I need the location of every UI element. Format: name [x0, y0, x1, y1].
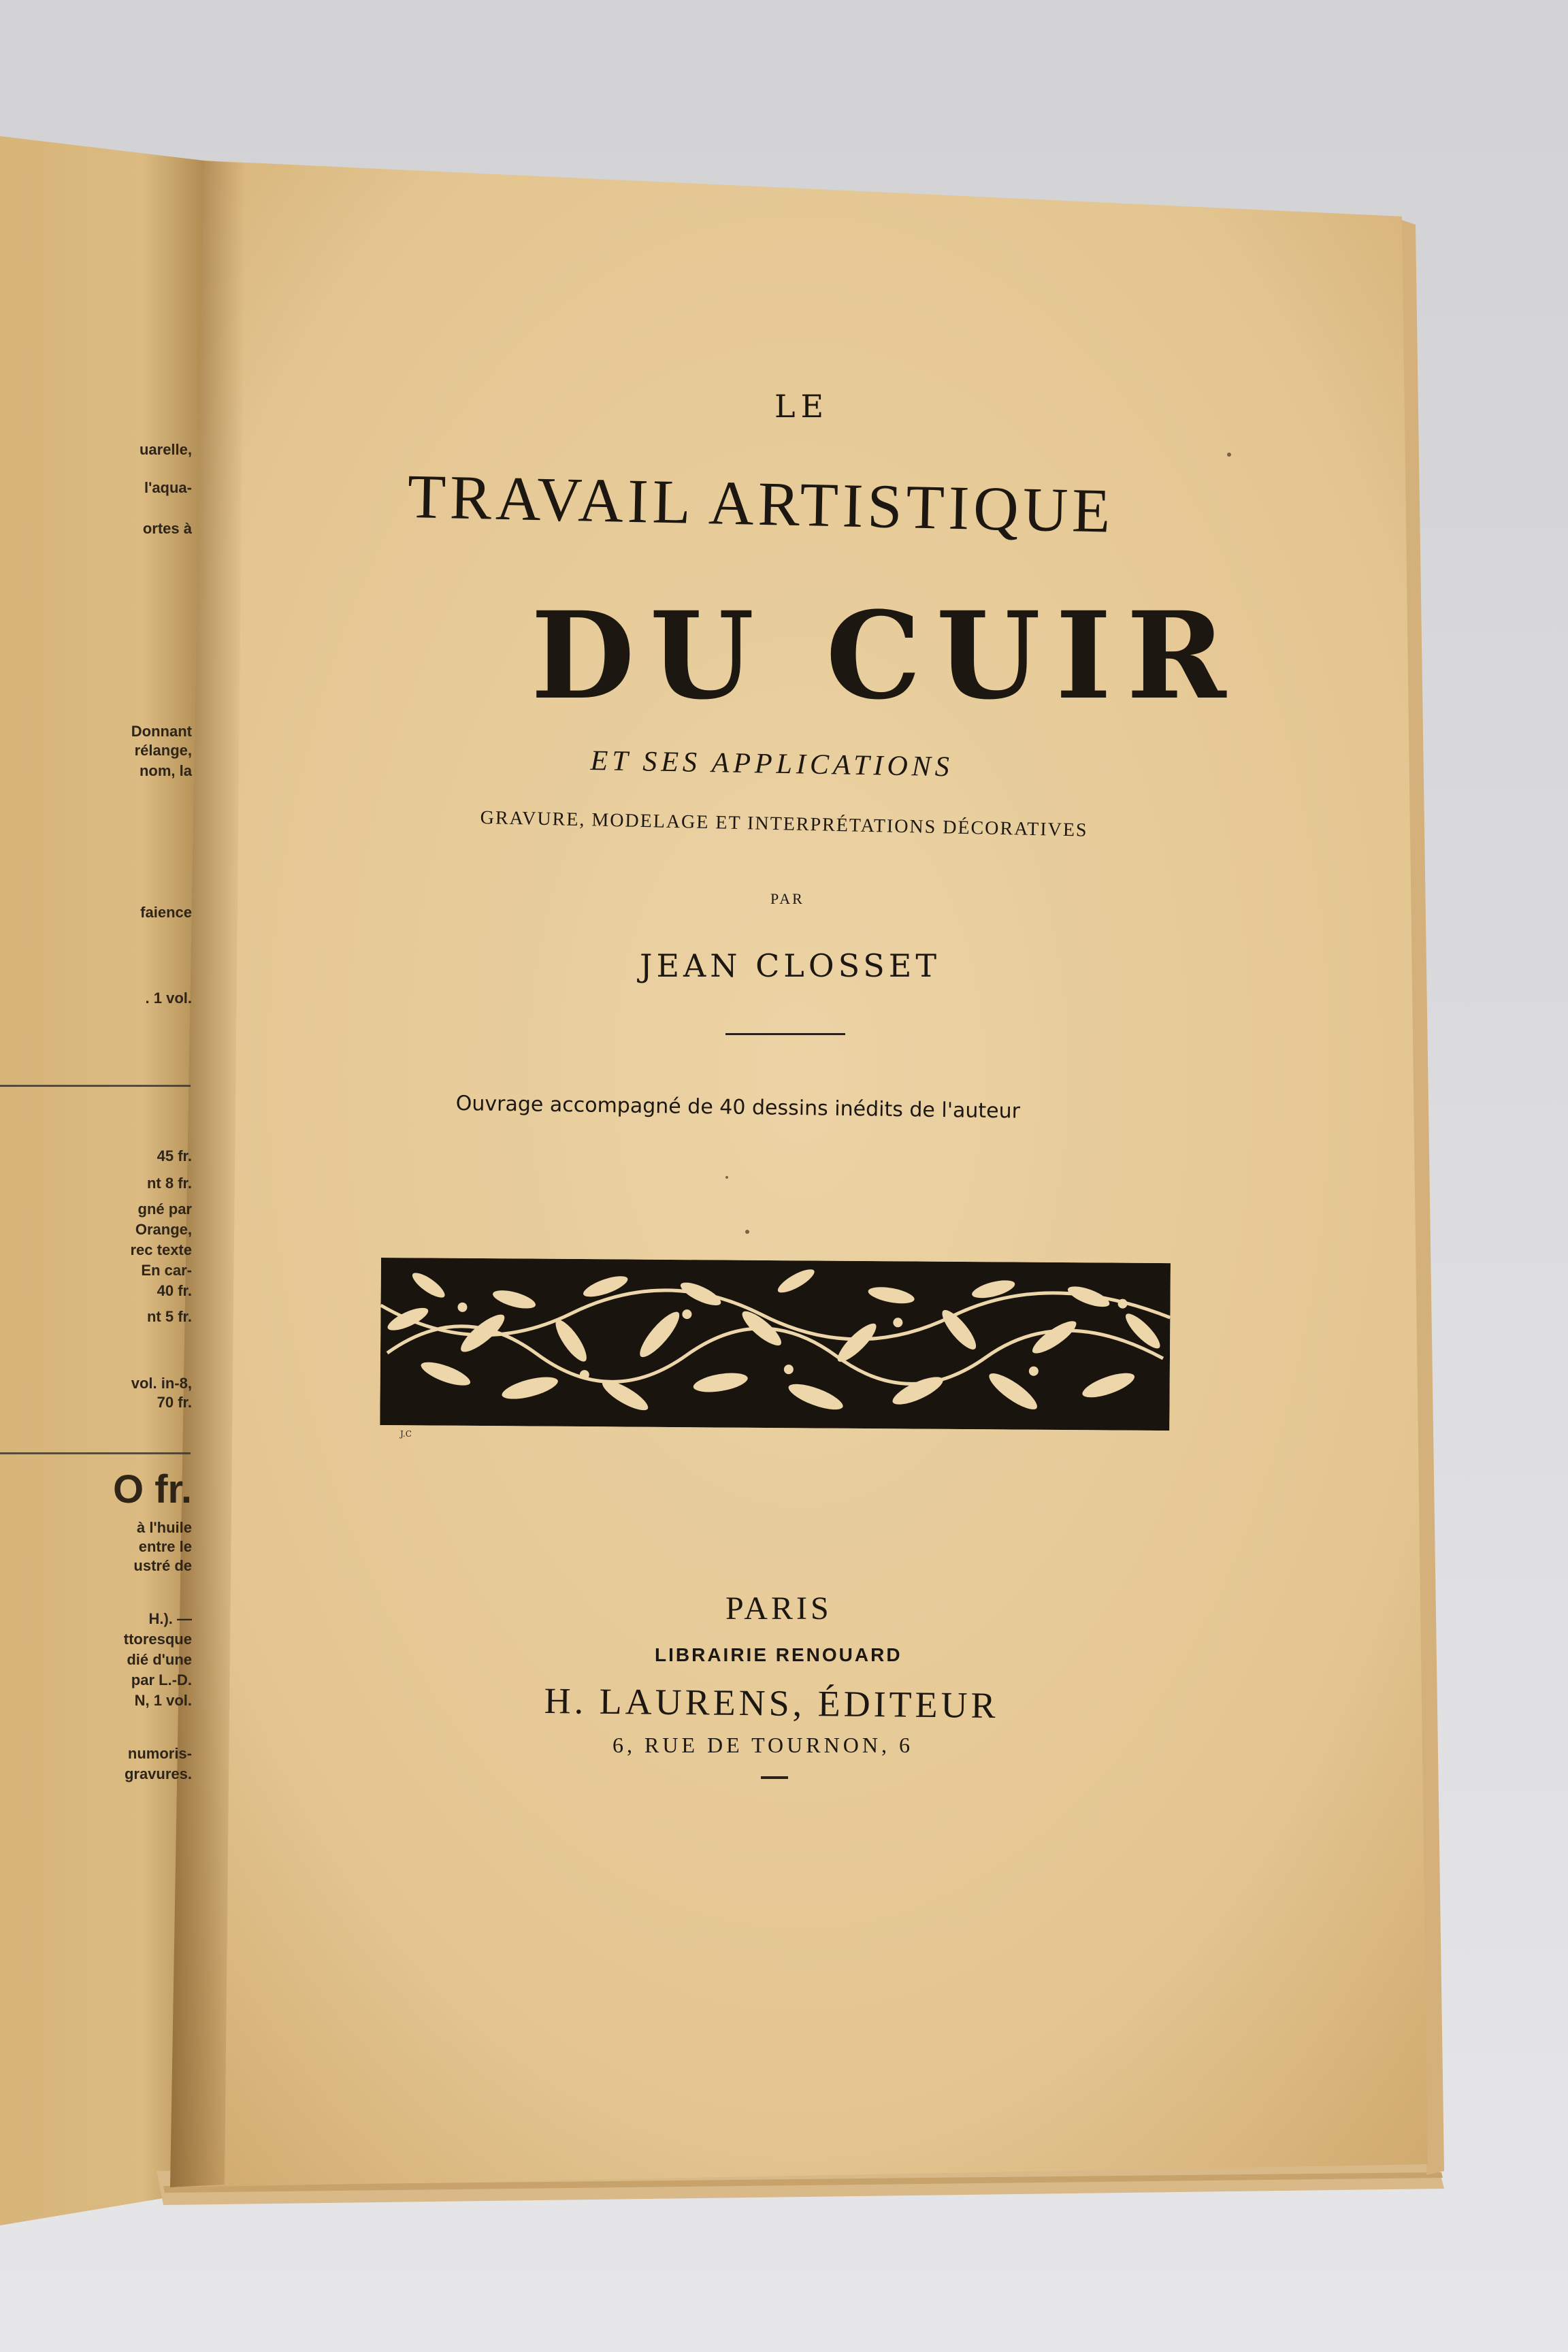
- title-line-1: TRAVAIL ARTISTIQUE: [406, 461, 1115, 546]
- subtitle: ET SES APPLICATIONS: [590, 745, 954, 783]
- imprint-city: PARIS: [725, 1590, 832, 1627]
- left-text-fragment: uarelle,: [139, 441, 192, 458]
- left-text-fragment: N, 1 vol.: [134, 1692, 192, 1709]
- left-text-fragment: ustré de: [133, 1557, 192, 1574]
- closing-rule: [761, 1776, 788, 1779]
- left-text-fragment: vol. in-8,: [131, 1375, 192, 1392]
- left-text-fragment: faience: [140, 904, 192, 921]
- left-text-fragment: nt 8 fr.: [146, 1175, 192, 1192]
- illustration-note: Ouvrage accompagné de 40 dessins inédits de l'auteur: [455, 1092, 1021, 1124]
- left-text-fragment: rec texte: [130, 1241, 192, 1258]
- left-text-fragment: l'aqua-: [144, 479, 192, 496]
- left-text-fragment: gné par: [137, 1200, 192, 1218]
- left-text-fragment: En car-: [141, 1262, 192, 1279]
- title-article: LE: [774, 388, 830, 425]
- left-text-fragment: 40 fr.: [157, 1282, 192, 1299]
- left-text-fragment: O fr.: [112, 1467, 192, 1512]
- title-line-2: DU CUIR: [531, 585, 1241, 726]
- left-text-fragment: ttoresque: [123, 1631, 192, 1648]
- by-line: PAR: [770, 890, 804, 907]
- imprint-address: 6, RUE DE TOURNON, 6: [612, 1733, 913, 1757]
- left-text-fragment: Orange,: [135, 1221, 192, 1238]
- left-text-fragment: 70 fr.: [157, 1394, 192, 1411]
- left-text-fragment: ortes à: [142, 520, 192, 537]
- left-text-fragment: nom, la: [139, 762, 192, 779]
- left-text-fragment: 45 fr.: [157, 1147, 192, 1164]
- left-text-fragment: dié d'une: [127, 1651, 192, 1668]
- subtitle-detail: GRAVURE, MODELAGE ET INTERPRÉTATIONS DÉCORATIVES: [480, 807, 1088, 841]
- left-text-fragment: à l'huile: [136, 1519, 192, 1536]
- left-text-fragment: nt 5 fr.: [146, 1308, 192, 1325]
- left-text-fragment: gravures.: [124, 1765, 192, 1782]
- left-text-fragment: . 1 vol.: [145, 990, 192, 1007]
- ornament-monogram: J.C: [400, 1429, 412, 1439]
- mistletoe-ornament: [380, 1258, 1171, 1431]
- author-name: JEAN CLOSSET: [640, 947, 941, 984]
- divider-rule: [725, 1033, 845, 1035]
- left-text-fragment: entre le: [138, 1538, 192, 1555]
- left-text-fragment: Donnant: [131, 723, 192, 740]
- imprint-bookseller: LIBRAIRIE RENOUARD: [655, 1644, 902, 1665]
- left-text-fragment: H.). —: [148, 1610, 192, 1627]
- left-text-fragment: par L.-D.: [131, 1671, 192, 1688]
- left-text-fragment: rélange,: [134, 742, 192, 759]
- left-text-fragment: numoris-: [127, 1745, 192, 1762]
- imprint-publisher: H. LAURENS, ÉDITEUR: [544, 1680, 999, 1726]
